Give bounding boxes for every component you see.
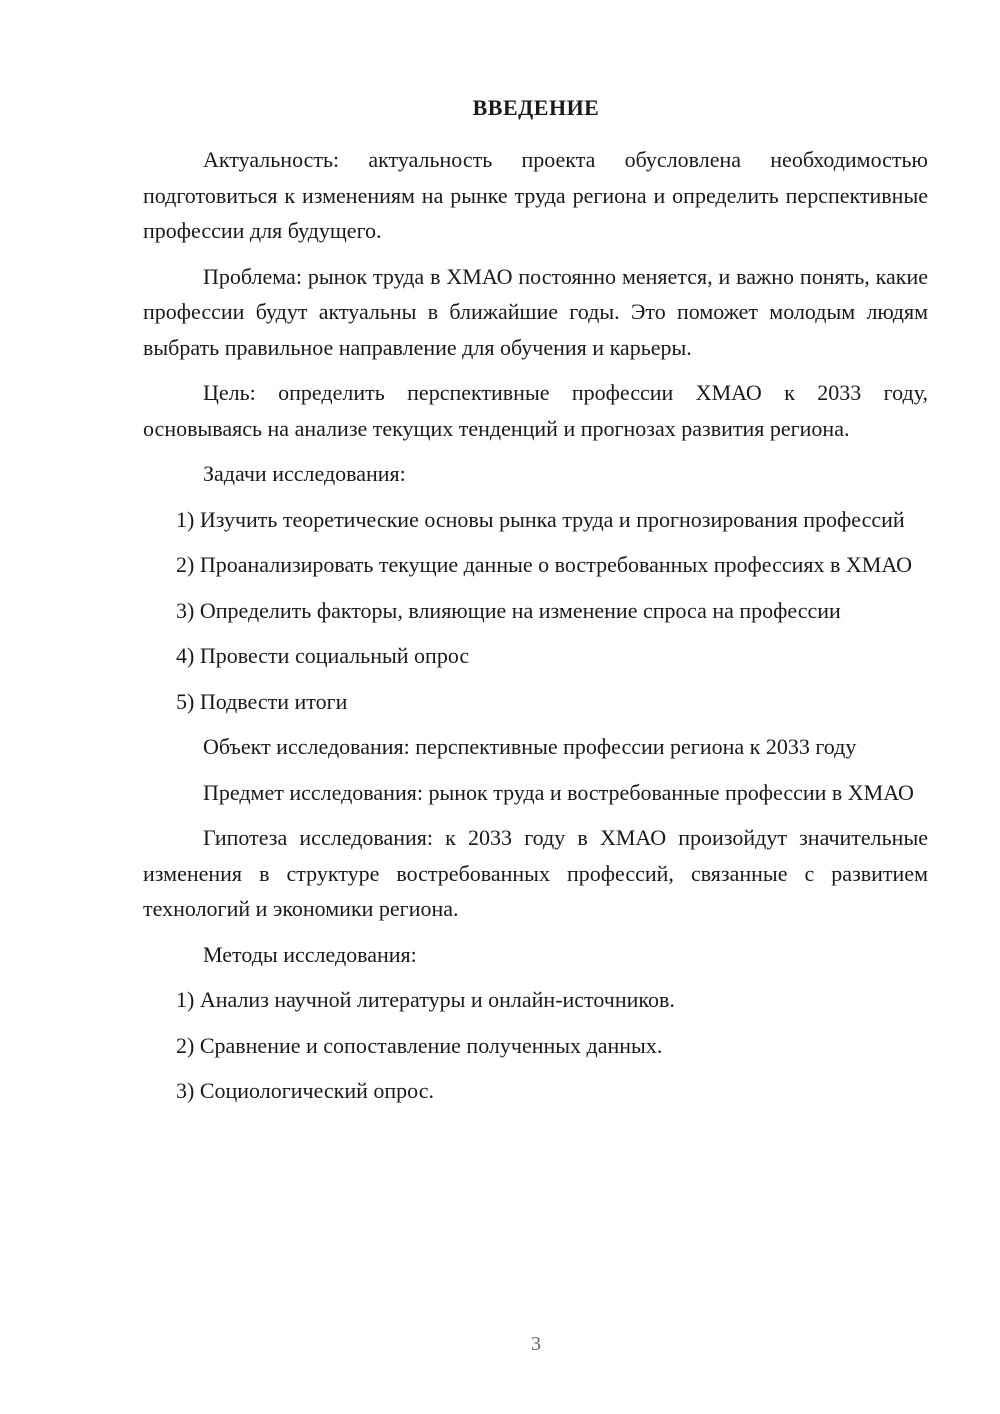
method-item: 3) Социологический опрос.	[176, 1078, 434, 1103]
problem-paragraph: Проблема: рынок труда в ХМАО постоянно меняется, и важно понять, какие профессии будут актуальны в ближайшие годы. Это поможет молодым людям выбрать правильное направление для обучения и карьеры.	[143, 263, 928, 360]
section-title: ВВЕДЕНИЕ	[472, 95, 600, 120]
method-item: 1) Анализ научной литературы и онлайн-источников.	[176, 987, 675, 1012]
document-body	[143, 142, 928, 1119]
task-item: 2) Проанализировать текущие данные о востребованных профессиях в ХМАО	[176, 552, 913, 577]
task-item: 5) Подвести итоги	[176, 688, 348, 714]
object-paragraph: Объект исследования: перспективные профессии региона к 2033 году	[203, 734, 857, 759]
goal-paragraph: Цель: определить перспективные профессии ХМАО к 2033 году, основываясь на анализе текущих тенденций и прогнозах развития региона.	[143, 380, 928, 441]
task-item: 4) Провести социальный опрос	[176, 643, 470, 668]
relevance-paragraph: Актуальность: актуальность проекта обусловлена необходимостью подготовиться к изменениям на рынке труда региона и определить перспективные профессии для будущего.	[143, 147, 928, 243]
task-item: 1) Изучить теоретические основы рынка труда и прогнозирования профессий	[176, 506, 905, 532]
methods-heading: Методы исследования:	[203, 941, 417, 967]
method-item: 2) Сравнение и сопоставление полученных данных.	[176, 1032, 663, 1058]
tasks-heading: Задачи исследования:	[203, 461, 406, 486]
subject-paragraph: Предмет исследования: рынок труда и востребованные профессии в ХМАО	[203, 779, 914, 805]
task-item: 3) Определить факторы, влияющие на изменение спроса на профессии	[176, 597, 841, 623]
page-number: 3	[531, 1333, 541, 1355]
hypothesis-paragraph: Гипотеза исследования: к 2033 году в ХМАО произойдут значительные изменения в структуре востребованных профессий, связанные с развитием технологий и экономики региона.	[143, 825, 928, 921]
